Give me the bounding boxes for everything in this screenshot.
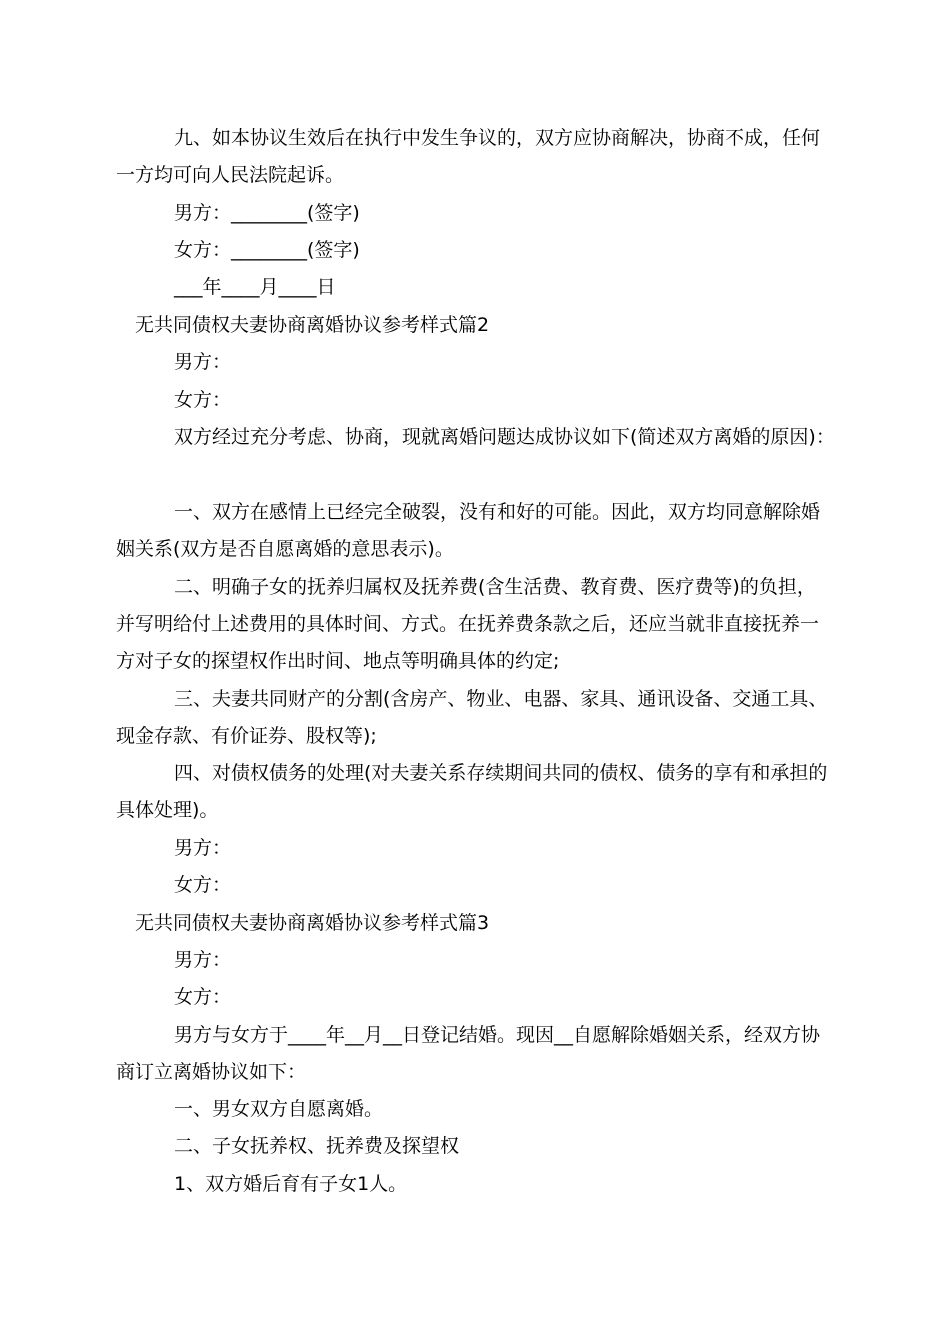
section-2-male: 男方： — [174, 351, 232, 373]
date-line: ___年____月____日 — [174, 276, 336, 298]
female-signature-line: 女方：________(签字) — [174, 239, 360, 261]
section-3-title: 无共同债权夫妻协商离婚协议参考样式篇3 — [135, 912, 490, 934]
section-2-item-1-line-2: 姻关系(双方是否自愿离婚的意思表示)。 — [116, 538, 454, 560]
section-3-female: 女方： — [174, 986, 232, 1008]
section-2-title: 无共同债权夫妻协商离婚协议参考样式篇2 — [135, 314, 490, 336]
section-2-item-3-line-1: 三、夫妻共同财产的分割(含房产、物业、电器、家具、通讯设备、交通工具、 — [174, 688, 828, 710]
section-3-intro-line-2: 商订立离婚协议如下： — [116, 1061, 307, 1083]
section-3-intro-line-1: 男方与女方于____年__月__日登记结婚。现因__自愿解除婚姻关系，经双方协 — [174, 1024, 821, 1046]
section-2-item-1-line-1: 一、双方在感情上已经完全破裂，没有和好的可能。因此，双方均同意解除婚 — [174, 501, 821, 523]
section-2-female-end: 女方： — [174, 874, 232, 896]
section-2-female: 女方： — [174, 389, 232, 411]
section-2-item-2-line-3: 方对子女的探望权作出时间、地点等明确具体的约定; — [116, 650, 560, 672]
male-signature-line: 男方：________(签字) — [174, 202, 360, 224]
section-2-item-4-line-1: 四、对债权债务的处理(对夫妻关系存续期间共同的债权、债务的享有和承担的 — [174, 762, 828, 784]
section-3-item-2-1: 1、双方婚后育有子女1人。 — [174, 1173, 408, 1195]
section-2-item-2-line-2: 并写明给付上述费用的具体时间、方式。在抚养费条款之后，还应当就非直接抚养一 — [116, 613, 820, 635]
section-3-male: 男方： — [174, 949, 232, 971]
clause-9-line-1: 九、如本协议生效后在执行中发生争议的，双方应协商解决，协商不成，任何 — [174, 127, 821, 149]
section-3-item-2: 二、子女抚养权、抚养费及探望权 — [174, 1135, 460, 1157]
section-2-item-4-line-2: 具体处理)。 — [116, 799, 219, 821]
section-3-item-1: 一、男女双方自愿离婚。 — [174, 1098, 384, 1120]
section-2-intro: 双方经过充分考虑、协商，现就离婚问题达成协议如下(简述双方离婚的原因)： — [174, 426, 835, 448]
section-2-male-end: 男方： — [174, 837, 232, 859]
section-2-item-3-line-2: 现金存款、有价证券、股权等); — [116, 725, 377, 747]
clause-9-line-2: 一方均可向人民法院起诉。 — [116, 164, 345, 186]
section-2-item-2-line-1: 二、明确子女的抚养归属权及抚养费(含生活费、教育费、医疗费等)的负担， — [174, 576, 816, 598]
